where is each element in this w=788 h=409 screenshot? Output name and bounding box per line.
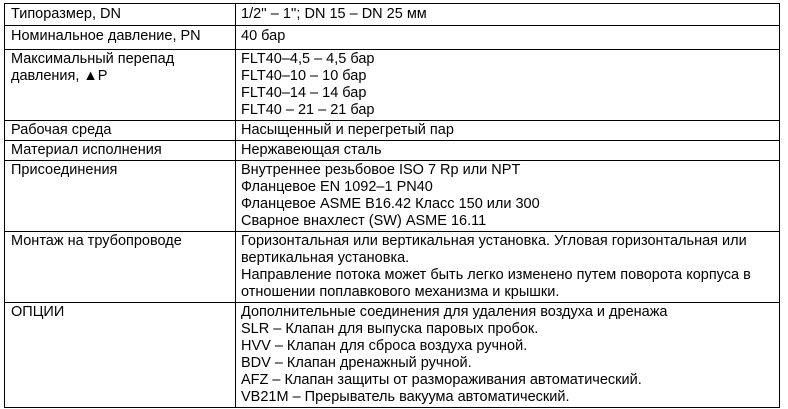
row-value-line: Направление потока может быть легко изменено путем поворота корпуса в — [241, 267, 751, 283]
row-value — [236, 121, 780, 141]
table-row — [5, 4, 780, 26]
row-label-line: ОПЦИИ — [11, 304, 65, 320]
row-value — [236, 26, 780, 50]
row-value — [236, 4, 780, 26]
row-label — [5, 161, 236, 232]
row-value-line: FLT40–14 – 14 бар — [241, 85, 367, 101]
table-row — [5, 303, 780, 408]
row-label-line: Максимальный перепад — [11, 51, 175, 67]
row-value — [236, 141, 780, 161]
row-value-line: Горизонтальная или вертикальная установка. Угловая горизонтальная или — [241, 233, 747, 249]
row-label — [5, 232, 236, 303]
row-value-line: SLR – Клапан для выпуска паровых пробок. — [241, 321, 539, 337]
row-label — [5, 303, 236, 408]
row-value-line: Фланцевое EN 1092–1 PN40 — [241, 179, 433, 195]
row-value — [236, 303, 780, 408]
row-value — [236, 161, 780, 232]
row-value-line: Дополнительные соединения для удаления воздуха и дренажа — [241, 304, 668, 320]
table-row — [5, 121, 780, 141]
row-value-line: AFZ – Клапан защиты от размораживания автоматический. — [241, 372, 642, 388]
row-label — [5, 121, 236, 141]
row-value-line: отношении поплавкового механизма и крышки. — [241, 284, 560, 300]
row-value-line: 1/2'' – 1''; DN 15 – DN 25 мм — [241, 6, 427, 22]
table-row — [5, 232, 780, 303]
row-value — [236, 232, 780, 303]
row-value-line: Насыщенный и перегретый пар — [241, 122, 454, 138]
spec-table — [4, 3, 780, 408]
row-value-line: HVV – Клапан для сброса воздуха ручной. — [241, 338, 528, 354]
row-value-line: BDV – Клапан дренажный ручной. — [241, 355, 472, 371]
row-value-line: Сварное внахлест (SW) ASME 16.11 — [241, 213, 487, 229]
row-label-line: Типоразмер, DN — [11, 6, 121, 22]
row-value-line: FLT40 – 21 – 21 бар — [241, 102, 375, 118]
row-value-line: 40 бар — [241, 28, 286, 44]
row-label-line: Номинальное давление, PN — [11, 28, 201, 44]
spec-table-body — [5, 4, 780, 408]
table-row — [5, 26, 780, 50]
row-label — [5, 50, 236, 121]
row-value-line: FLT40–4,5 – 4,5 бар — [241, 51, 375, 67]
table-row — [5, 50, 780, 121]
row-value — [236, 50, 780, 121]
row-label-line: Присоединения — [11, 162, 118, 178]
row-label-line: Материал исполнения — [11, 142, 162, 158]
row-label — [5, 141, 236, 161]
row-value-line: Фланцевое ASME B16.42 Класс 150 или 300 — [241, 196, 540, 212]
row-label-line: Монтаж на трубопроводе — [11, 233, 182, 249]
row-value-line: VB21M – Прерыватель вакуума автоматический. — [241, 389, 570, 405]
table-row — [5, 161, 780, 232]
row-value-line: вертикальная установка. — [241, 250, 410, 266]
row-label-line: Рабочая среда — [11, 122, 112, 138]
row-value-line: FLT40–10 – 10 бар — [241, 68, 367, 84]
table-row — [5, 141, 780, 161]
row-value-line: Внутреннее резьбовое ISO 7 Rp или NPT — [241, 162, 521, 178]
row-label — [5, 4, 236, 26]
row-label-line: давления, ▲P — [11, 68, 108, 84]
row-label — [5, 26, 236, 50]
row-value-line: Нержавеющая сталь — [241, 142, 382, 158]
